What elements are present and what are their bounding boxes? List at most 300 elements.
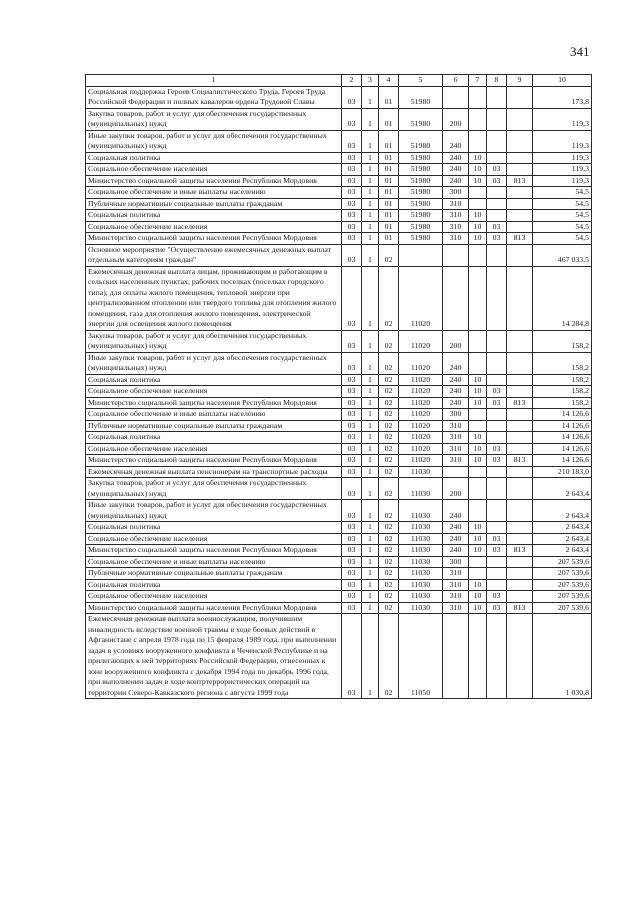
- code-cell-8: [487, 522, 507, 534]
- code-cell-3: 1: [362, 374, 379, 386]
- code-cell-2: 03: [342, 374, 362, 386]
- code-cell-8: [487, 266, 507, 330]
- code-cell-7: [469, 352, 487, 374]
- amount-cell: 158,2: [533, 386, 592, 398]
- code-cell-7: [469, 466, 487, 478]
- amount-cell: 119,3: [533, 108, 592, 130]
- code-cell-3: 1: [362, 409, 379, 421]
- code-cell-8: [487, 420, 507, 432]
- code-cell-7: 10: [469, 591, 487, 603]
- header-cell: 7: [469, 75, 487, 87]
- code-cell-7: [469, 130, 487, 152]
- code-cell-6: [443, 614, 469, 699]
- code-cell-2: 03: [342, 432, 362, 444]
- name-cell: Министерство социальной защиты населения Республики Мордовия: [86, 397, 342, 409]
- code-cell-9: [507, 409, 533, 421]
- name-cell: Закупка товаров, работ и услуг для обеспечения государственных (муниципальных) нужд: [86, 330, 342, 352]
- code-cell-9: [507, 352, 533, 374]
- code-cell-5: 11020: [399, 266, 443, 330]
- code-cell-6: 300: [443, 187, 469, 199]
- table-row: [86, 266, 592, 330]
- code-cell-4: 02: [379, 614, 399, 699]
- code-cell-9: [507, 86, 533, 108]
- code-cell-5: 51980: [399, 233, 443, 245]
- code-cell-6: [443, 266, 469, 330]
- name-cell: Иные закупки товаров, работ и услуг для обеспечения государственных (муниципальных) нужд: [86, 130, 342, 152]
- header-cell: 2: [342, 75, 362, 87]
- code-cell-7: 10: [469, 386, 487, 398]
- code-cell-9: 813: [507, 175, 533, 187]
- code-cell-3: 1: [362, 568, 379, 580]
- code-cell-3: 1: [362, 164, 379, 176]
- table-row: [86, 602, 592, 614]
- code-cell-4: 02: [379, 420, 399, 432]
- name-cell: Социальное обеспечение населения: [86, 386, 342, 398]
- code-cell-5: 51980: [399, 221, 443, 233]
- table-row: [86, 244, 592, 266]
- code-cell-8: [487, 579, 507, 591]
- table-row: [86, 130, 592, 152]
- name-cell: Социальная поддержка Героев Социалистического Труда, Героев Труда Российской Федерации и полных кавалеров ордена Трудовой Славы: [86, 86, 342, 108]
- code-cell-5: 51980: [399, 130, 443, 152]
- table-row: [86, 386, 592, 398]
- header-cell: 5: [399, 75, 443, 87]
- code-cell-7: [469, 556, 487, 568]
- amount-cell: 158,2: [533, 374, 592, 386]
- code-cell-4: 02: [379, 244, 399, 266]
- name-cell: Ежемесячная денежная выплата лицам, проживающим и работающим в сельских населенных пунктах, рабочих поселках (поселках городского типа), для оплаты жилого помещения, тепловой энергии при централизованном отоплении или твердого топлива для отопления жилого помещения, газа для отопления жилого помещения, электрической энергии для освещения жилого помещения: [86, 266, 342, 330]
- code-cell-9: [507, 386, 533, 398]
- code-cell-5: 11020: [399, 397, 443, 409]
- name-cell: Социальное обеспечение населения: [86, 443, 342, 455]
- code-cell-5: 11030: [399, 500, 443, 522]
- code-cell-2: 03: [342, 545, 362, 557]
- code-cell-2: 03: [342, 221, 362, 233]
- code-cell-7: [469, 198, 487, 210]
- code-cell-3: 1: [362, 352, 379, 374]
- code-cell-6: 240: [443, 500, 469, 522]
- code-cell-4: 01: [379, 233, 399, 245]
- name-cell: Иные закупки товаров, работ и услуг для обеспечения государственных (муниципальных) нужд: [86, 500, 342, 522]
- code-cell-9: [507, 556, 533, 568]
- code-cell-2: 03: [342, 210, 362, 222]
- name-cell: Социальная политика: [86, 210, 342, 222]
- code-cell-2: 03: [342, 466, 362, 478]
- name-cell: Социальная политика: [86, 522, 342, 534]
- code-cell-2: 03: [342, 386, 362, 398]
- table-row: [86, 164, 592, 176]
- code-cell-7: [469, 108, 487, 130]
- code-cell-4: 02: [379, 591, 399, 603]
- code-cell-5: 11020: [399, 420, 443, 432]
- name-cell: Министерство социальной защиты населения Республики Мордовия: [86, 455, 342, 467]
- code-cell-3: 1: [362, 108, 379, 130]
- code-cell-5: 11030: [399, 568, 443, 580]
- amount-cell: 207 539,6: [533, 602, 592, 614]
- code-cell-6: 300: [443, 409, 469, 421]
- name-cell: Социальная политика: [86, 374, 342, 386]
- code-cell-5: 11020: [399, 330, 443, 352]
- code-cell-4: 02: [379, 478, 399, 500]
- code-cell-9: [507, 466, 533, 478]
- header-cell: 8: [487, 75, 507, 87]
- code-cell-3: 1: [362, 466, 379, 478]
- code-cell-6: 310: [443, 210, 469, 222]
- code-cell-3: 1: [362, 432, 379, 444]
- name-cell: Министерство социальной защиты населения Республики Мордовия: [86, 545, 342, 557]
- name-cell: Иные закупки товаров, работ и услуг для обеспечения государственных (муниципальных) нужд: [86, 352, 342, 374]
- code-cell-3: 1: [362, 187, 379, 199]
- code-cell-9: [507, 130, 533, 152]
- table-row: [86, 374, 592, 386]
- code-cell-7: 10: [469, 374, 487, 386]
- code-cell-8: [487, 152, 507, 164]
- table-row: [86, 443, 592, 455]
- code-cell-8: [487, 86, 507, 108]
- table-row: [86, 500, 592, 522]
- amount-cell: 2 643,4: [533, 478, 592, 500]
- amount-cell: 54,5: [533, 221, 592, 233]
- code-cell-6: 310: [443, 198, 469, 210]
- table-row: [86, 397, 592, 409]
- code-cell-8: 03: [487, 233, 507, 245]
- code-cell-7: [469, 568, 487, 580]
- code-cell-2: 03: [342, 352, 362, 374]
- code-cell-6: 310: [443, 221, 469, 233]
- code-cell-7: 10: [469, 210, 487, 222]
- code-cell-5: 11020: [399, 455, 443, 467]
- code-cell-2: 03: [342, 579, 362, 591]
- code-cell-2: 03: [342, 500, 362, 522]
- code-cell-7: 10: [469, 233, 487, 245]
- header-row: [86, 75, 592, 87]
- code-cell-4: 02: [379, 330, 399, 352]
- amount-cell: 119,3: [533, 175, 592, 187]
- name-cell: Министерство социальной защиты населения Республики Мордовия: [86, 175, 342, 187]
- code-cell-7: 10: [469, 579, 487, 591]
- code-cell-8: [487, 614, 507, 699]
- code-cell-7: 10: [469, 175, 487, 187]
- table-row: [86, 522, 592, 534]
- amount-cell: 119,3: [533, 130, 592, 152]
- amount-cell: 119,3: [533, 164, 592, 176]
- amount-cell: 210 183,0: [533, 466, 592, 478]
- code-cell-2: 03: [342, 443, 362, 455]
- budget-table: [85, 74, 592, 699]
- code-cell-8: 03: [487, 602, 507, 614]
- code-cell-2: 03: [342, 420, 362, 432]
- code-cell-8: [487, 187, 507, 199]
- code-cell-9: [507, 221, 533, 233]
- code-cell-4: 01: [379, 187, 399, 199]
- code-cell-4: 02: [379, 386, 399, 398]
- code-cell-5: 11020: [399, 374, 443, 386]
- code-cell-3: 1: [362, 455, 379, 467]
- amount-cell: 14 126,6: [533, 409, 592, 421]
- amount-cell: 14 126,6: [533, 420, 592, 432]
- code-cell-8: 03: [487, 455, 507, 467]
- amount-cell: 158,2: [533, 397, 592, 409]
- code-cell-9: [507, 591, 533, 603]
- code-cell-2: 03: [342, 455, 362, 467]
- code-cell-7: 10: [469, 397, 487, 409]
- code-cell-7: [469, 187, 487, 199]
- name-cell: Социальное обеспечение и иные выплаты населению: [86, 556, 342, 568]
- code-cell-9: [507, 330, 533, 352]
- code-cell-6: 240: [443, 374, 469, 386]
- code-cell-9: [507, 432, 533, 444]
- amount-cell: 207 539,6: [533, 591, 592, 603]
- code-cell-3: 1: [362, 266, 379, 330]
- code-cell-3: 1: [362, 221, 379, 233]
- table-row: [86, 352, 592, 374]
- code-cell-8: [487, 374, 507, 386]
- code-cell-5: 11020: [399, 443, 443, 455]
- header-cell: 4: [379, 75, 399, 87]
- code-cell-7: 10: [469, 432, 487, 444]
- amount-cell: 54,5: [533, 198, 592, 210]
- amount-cell: 119,3: [533, 152, 592, 164]
- table-row: [86, 579, 592, 591]
- code-cell-8: [487, 352, 507, 374]
- code-cell-9: 813: [507, 545, 533, 557]
- code-cell-4: 02: [379, 455, 399, 467]
- code-cell-4: 02: [379, 374, 399, 386]
- code-cell-2: 03: [342, 244, 362, 266]
- table-row: [86, 198, 592, 210]
- code-cell-6: 310: [443, 420, 469, 432]
- code-cell-6: 200: [443, 478, 469, 500]
- code-cell-2: 03: [342, 568, 362, 580]
- table-row: [86, 466, 592, 478]
- code-cell-3: 1: [362, 397, 379, 409]
- code-cell-5: 11020: [399, 409, 443, 421]
- code-cell-5: 11030: [399, 556, 443, 568]
- code-cell-4: 01: [379, 210, 399, 222]
- name-cell: Социальное обеспечение населения: [86, 533, 342, 545]
- code-cell-8: 03: [487, 443, 507, 455]
- code-cell-7: [469, 614, 487, 699]
- code-cell-8: 03: [487, 545, 507, 557]
- code-cell-5: 11020: [399, 432, 443, 444]
- code-cell-8: [487, 210, 507, 222]
- table-row: [86, 409, 592, 421]
- table-row: [86, 221, 592, 233]
- code-cell-4: 01: [379, 164, 399, 176]
- amount-cell: 2 643,4: [533, 522, 592, 534]
- code-cell-7: [469, 330, 487, 352]
- code-cell-4: 02: [379, 443, 399, 455]
- code-cell-9: 813: [507, 455, 533, 467]
- code-cell-2: 03: [342, 522, 362, 534]
- code-cell-2: 03: [342, 164, 362, 176]
- code-cell-3: 1: [362, 602, 379, 614]
- code-cell-9: 813: [507, 397, 533, 409]
- code-cell-4: 02: [379, 568, 399, 580]
- code-cell-3: 1: [362, 210, 379, 222]
- code-cell-4: 02: [379, 466, 399, 478]
- code-cell-3: 1: [362, 198, 379, 210]
- code-cell-5: 11050: [399, 614, 443, 699]
- code-cell-5: 11020: [399, 386, 443, 398]
- code-cell-2: 03: [342, 533, 362, 545]
- amount-cell: 2 643,4: [533, 533, 592, 545]
- code-cell-8: [487, 244, 507, 266]
- code-cell-6: 240: [443, 130, 469, 152]
- code-cell-4: 02: [379, 500, 399, 522]
- code-cell-9: [507, 152, 533, 164]
- amount-cell: 1 030,8: [533, 614, 592, 699]
- code-cell-4: 01: [379, 130, 399, 152]
- code-cell-7: [469, 409, 487, 421]
- code-cell-5: 51980: [399, 164, 443, 176]
- name-cell: Публичные нормативные социальные выплаты гражданам: [86, 568, 342, 580]
- code-cell-6: [443, 86, 469, 108]
- code-cell-2: 03: [342, 478, 362, 500]
- code-cell-9: [507, 478, 533, 500]
- amount-cell: 14 126,6: [533, 443, 592, 455]
- code-cell-9: [507, 579, 533, 591]
- code-cell-6: 310: [443, 602, 469, 614]
- code-cell-5: 11030: [399, 533, 443, 545]
- code-cell-9: [507, 210, 533, 222]
- code-cell-2: 03: [342, 409, 362, 421]
- code-cell-4: 02: [379, 266, 399, 330]
- code-cell-4: 01: [379, 198, 399, 210]
- table-row: [86, 533, 592, 545]
- code-cell-8: [487, 198, 507, 210]
- table-row: [86, 614, 592, 699]
- code-cell-7: 10: [469, 533, 487, 545]
- code-cell-2: 03: [342, 175, 362, 187]
- code-cell-2: 03: [342, 152, 362, 164]
- code-cell-5: 11030: [399, 579, 443, 591]
- code-cell-2: 03: [342, 108, 362, 130]
- code-cell-3: 1: [362, 591, 379, 603]
- code-cell-2: 03: [342, 86, 362, 108]
- code-cell-7: [469, 86, 487, 108]
- code-cell-6: 240: [443, 545, 469, 557]
- code-cell-3: 1: [362, 420, 379, 432]
- code-cell-2: 03: [342, 266, 362, 330]
- code-cell-8: [487, 478, 507, 500]
- name-cell: Социальная политика: [86, 579, 342, 591]
- code-cell-6: 240: [443, 352, 469, 374]
- code-cell-9: [507, 164, 533, 176]
- code-cell-5: 51980: [399, 198, 443, 210]
- header-cell: 6: [443, 75, 469, 87]
- code-cell-8: [487, 108, 507, 130]
- code-cell-6: 200: [443, 108, 469, 130]
- amount-cell: 2 643,4: [533, 545, 592, 557]
- amount-cell: 158,2: [533, 330, 592, 352]
- amount-cell: 158,2: [533, 352, 592, 374]
- code-cell-7: 10: [469, 221, 487, 233]
- amount-cell: 2 643,4: [533, 500, 592, 522]
- name-cell: Публичные нормативные социальные выплаты гражданам: [86, 420, 342, 432]
- name-cell: Министерство социальной защиты населения Республики Мордовия: [86, 602, 342, 614]
- code-cell-3: 1: [362, 244, 379, 266]
- code-cell-3: 1: [362, 556, 379, 568]
- code-cell-2: 03: [342, 397, 362, 409]
- amount-cell: 14 126,6: [533, 432, 592, 444]
- code-cell-3: 1: [362, 175, 379, 187]
- table-row: [86, 175, 592, 187]
- code-cell-7: 10: [469, 152, 487, 164]
- header-cell: 10: [533, 75, 592, 87]
- code-cell-6: 240: [443, 152, 469, 164]
- code-cell-8: [487, 432, 507, 444]
- code-cell-6: 240: [443, 386, 469, 398]
- code-cell-5: 11020: [399, 352, 443, 374]
- code-cell-5: 51980: [399, 210, 443, 222]
- table-row: [86, 420, 592, 432]
- code-cell-4: 01: [379, 175, 399, 187]
- table-row: [86, 545, 592, 557]
- name-cell: Социальное обеспечение и иные выплаты населению: [86, 187, 342, 199]
- code-cell-5: 51980: [399, 108, 443, 130]
- name-cell: Социальное обеспечение населения: [86, 221, 342, 233]
- amount-cell: 54,5: [533, 233, 592, 245]
- code-cell-4: 01: [379, 152, 399, 164]
- table-row: [86, 86, 592, 108]
- code-cell-5: 51980: [399, 86, 443, 108]
- code-cell-4: 01: [379, 86, 399, 108]
- code-cell-5: 11030: [399, 545, 443, 557]
- code-cell-2: 03: [342, 330, 362, 352]
- amount-cell: 467 033,5: [533, 244, 592, 266]
- code-cell-6: 240: [443, 397, 469, 409]
- code-cell-8: [487, 500, 507, 522]
- code-cell-7: [469, 420, 487, 432]
- code-cell-6: 310: [443, 233, 469, 245]
- table-row: [86, 233, 592, 245]
- table-row: [86, 152, 592, 164]
- amount-cell: 54,5: [533, 187, 592, 199]
- name-cell: Закупка товаров, работ и услуг для обеспечения государственных (муниципальных) нужд: [86, 478, 342, 500]
- table-row: [86, 187, 592, 199]
- amount-cell: 54,5: [533, 210, 592, 222]
- table-row: [86, 568, 592, 580]
- code-cell-7: 10: [469, 443, 487, 455]
- code-cell-5: 11030: [399, 522, 443, 534]
- header-cell: 3: [362, 75, 379, 87]
- code-cell-9: [507, 443, 533, 455]
- amount-cell: 14 284,8: [533, 266, 592, 330]
- name-cell: Публичные нормативные социальные выплаты гражданам: [86, 198, 342, 210]
- code-cell-2: 03: [342, 556, 362, 568]
- code-cell-9: [507, 374, 533, 386]
- code-cell-8: [487, 130, 507, 152]
- code-cell-3: 1: [362, 478, 379, 500]
- code-cell-5: 11030: [399, 591, 443, 603]
- code-cell-3: 1: [362, 443, 379, 455]
- code-cell-7: 10: [469, 522, 487, 534]
- code-cell-4: 02: [379, 522, 399, 534]
- code-cell-6: 310: [443, 443, 469, 455]
- code-cell-8: 03: [487, 164, 507, 176]
- code-cell-8: 03: [487, 533, 507, 545]
- code-cell-2: 03: [342, 187, 362, 199]
- code-cell-9: [507, 198, 533, 210]
- code-cell-7: 10: [469, 455, 487, 467]
- code-cell-3: 1: [362, 545, 379, 557]
- code-cell-8: [487, 556, 507, 568]
- code-cell-9: [507, 108, 533, 130]
- code-cell-9: [507, 420, 533, 432]
- code-cell-4: 02: [379, 432, 399, 444]
- code-cell-3: 1: [362, 330, 379, 352]
